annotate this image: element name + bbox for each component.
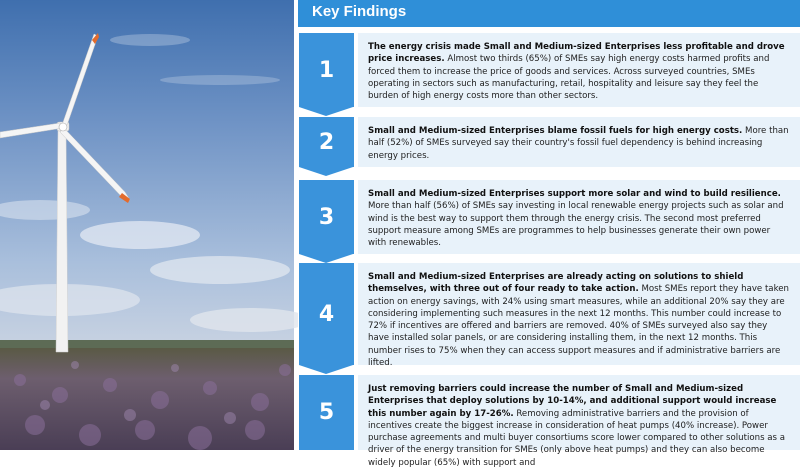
finding-number-pointer <box>299 107 353 116</box>
finding-headline: Just removing barriers could increase the number of Small and Medium-sized Enterprises that deploy solutions by 10-14%, and additional support would increase this number again by 17-26%. <box>368 384 777 419</box>
finding-body: Removing administrative barriers and the provision of incentives create the biggest increase in consideration of heat pumps (40% increase). Power purchase agreements and multi buyer consortiums score lower compared to other solutions as a driver of the energy transition for SMEs (only above heat pumps) and they can also become widely popular (65%) with support and <box>368 408 786 468</box>
finding-headline: Small and Medium-sized Enterprises blame fossil fuels for high energy costs. <box>368 126 743 136</box>
finding-headline: Small and Medium-sized Enterprises are already acting on solutions to shield themselves, with three out of four ready to take action. <box>368 272 744 295</box>
finding-number: 3 <box>299 180 354 254</box>
finding-text <box>358 263 800 369</box>
finding-number: 2 <box>299 117 354 167</box>
finding-headline: The energy crisis made Small and Medium-sized Enterprises less profitable and drove price increases. <box>368 42 785 65</box>
finding-number-pointer <box>299 254 353 263</box>
finding-body: Almost two thirds (65%) of SMEs say high energy costs harmed profits and forced them to increase the price of goods and services. Across surveyed countries, SMEs operating in sectors such as manufacturing, retail, hospitality and leisure say they feel the burden of high energy costs more than other sectors. <box>368 54 770 102</box>
finding-headline: Small and Medium-sized Enterprises support more solar and wind to build resilience. <box>368 189 781 199</box>
finding-text <box>358 33 800 107</box>
section-header <box>298 0 800 27</box>
section-title: Key Findings <box>312 3 407 20</box>
finding-number: 1 <box>299 33 354 107</box>
finding-body: More than half (52%) of SMEs surveyed say their country's fossil fuel dependency is behind increasing energy prices. <box>368 126 789 161</box>
finding-text <box>358 117 800 167</box>
finding-body: Most SMEs report they have taken action on energy savings, with 24% using smart measures, while an additional 20% say they are considering implementing such measures in the next 12 months. This number could increase to 72% if incentives are offered and barriers are removed. 40% of SMEs surveyed also say they have installed solar panels, or are considering installing them, in the next 12 months. This number rises to 75% when they can access support measures and if administrative barriers are lifted. <box>368 284 789 369</box>
finding-text <box>358 375 800 468</box>
key-findings-panel <box>298 0 800 468</box>
finding-number-pointer <box>299 167 353 176</box>
finding-number-pointer <box>299 365 353 374</box>
wind-turbine-photo <box>0 0 294 450</box>
finding-text <box>358 180 800 254</box>
finding-number: 5 <box>299 375 354 450</box>
finding-body: More than half (56%) of SMEs say investing in local renewable energy projects such as solar and wind is the best way to support them through the energy crisis. The second most preferred support measure among SMEs are programmes to help businesses generate their own power with renewables. <box>368 201 784 249</box>
finding-number: 4 <box>299 263 354 365</box>
